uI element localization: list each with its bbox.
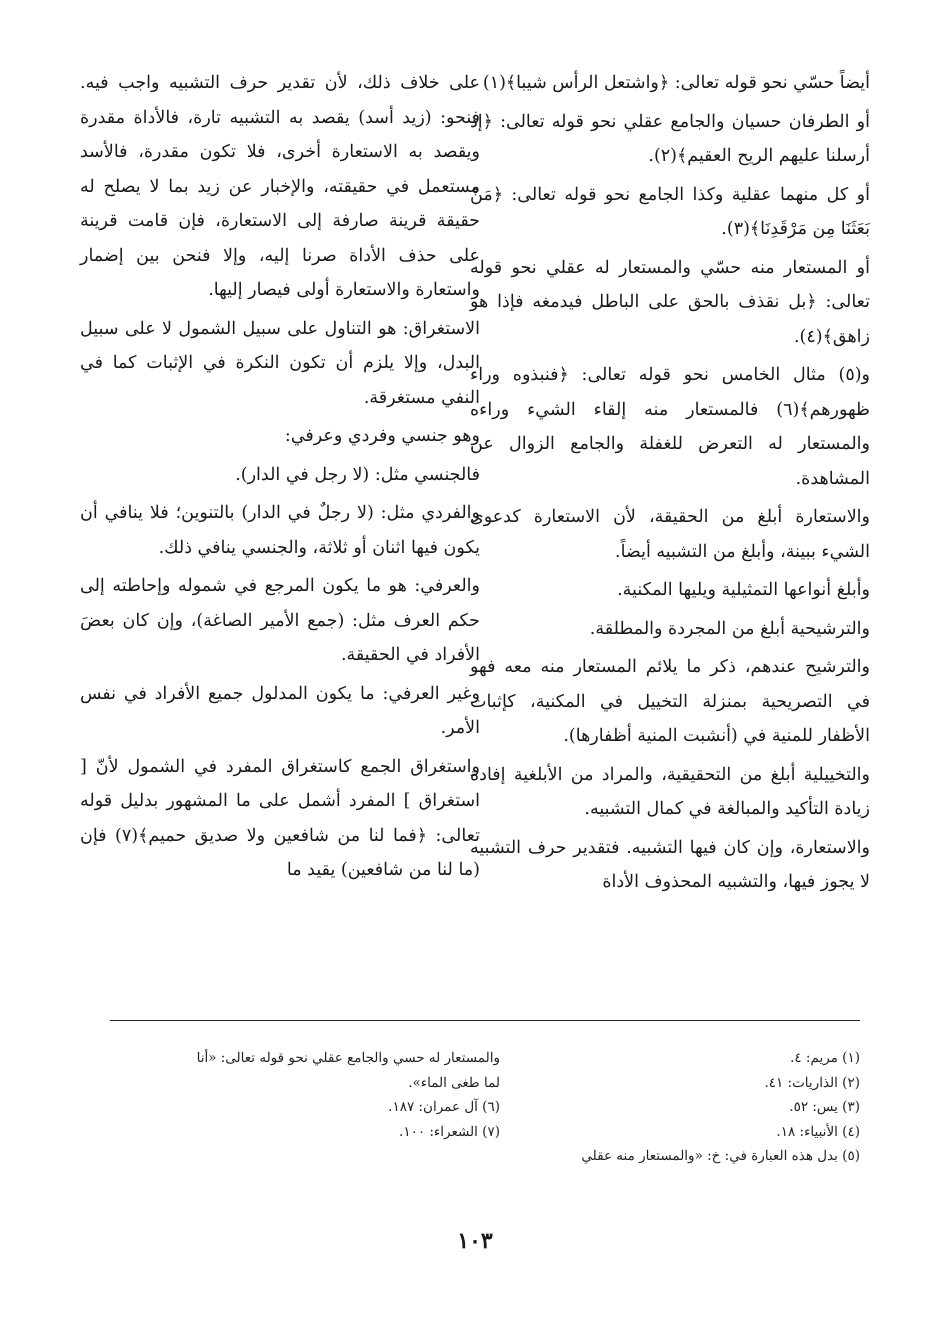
footnote: والمستعار له حسي والجامع عقلي نحو قوله تعالى: «أنا — [196, 1050, 500, 1066]
paragraph: والترشيحية أبلغ من المجردة والمطلقة. — [589, 618, 870, 639]
paragraph: واستغراق الجمع كاستغراق المفرد في الشمول لأنّ [ استغراق ] المفرد أشمل على ما المشهور بدليل قوله تعالى: ﴿فما لنا من شافعين ولا صديق حميم﴾(٧) فإن (ما لنا من شافعين) يقيد ما — [80, 756, 480, 880]
footnote-separator — [110, 1020, 860, 1021]
footnote: (٢) الذاريات: ٤١. — [764, 1074, 860, 1091]
paragraph: على خلاف ذلك، لأن تقدير حرف التشبيه واجب فيه. فنحو: (زيد أسد) يقصد به التشبيه تارة، فالأداة مقدرة ويقصد به الاستعارة أخرى، فلا تكون مقدرة، فالأسد مستعمل في حقيقته، والإخبار عن زيد بما لا يصلح له حقيقة قرينة صارفة إلى الاستعارة، فإن قامت قرينة على حذف الأداة صرنا إليه، وإلا فنحن بين إضمار واستعارة والاستعارة أولى فيصار إليها. — [80, 73, 480, 300]
paragraph: والفردي مثل: (لا رجلٌ في الدار) بالتنوين؛ فلا ينافي أن يكون فيها اثنان أو ثلاثة، والجنسي ينافي ذلك. — [80, 503, 480, 558]
paragraph: أو الطرفان حسيان والجامع عقلي نحو قوله تعالى: ﴿إذ أرسلنا عليهم الريح العقيم﴾(٢). — [470, 111, 870, 166]
paragraph: والتخييلية أبلغ من التحقيقية، والمراد من الأبلغية إفادة زيادة التأكيد والمبالغة في كمال التشبيه. — [470, 764, 870, 819]
paragraph: وأبلغ أنواعها التمثيلية ويليها المكنية. — [617, 580, 870, 600]
footnote: (٣) يس: ٥٢. — [789, 1099, 860, 1115]
page-number: ١٠٣ — [457, 1228, 493, 1254]
paragraph: و(٥) مثال الخامس نحو قوله تعالى: ﴿فنبذوه وراء ظهورهم﴾(٦) فالمستعار منه إلقاء الشيء وراءه والمستعار له التعرض للغفلة والجامع الزوال عن المشاهدة. — [470, 365, 870, 489]
paragraph: والترشيح عندهم، ذكر ما يلائم المستعار منه معه فهو في التصريحية بمنزلة التخييل في المكنية، كإثبات الأظفار للمنية في (أنشبت المنية أظفارها). — [470, 657, 870, 746]
paragraph: والاستعارة، وإن كان فيها التشبيه. فتقدير حرف التشبيه لا يجوز فيها، والتشبيه المحذوف الأداة — [470, 837, 870, 892]
paragraph: وهو جنسي وفردي وعرفي: — [284, 426, 480, 446]
paragraph: أو المستعار منه حسّي والمستعار له عقلي نحو قوله تعالى: ﴿بل نقذف بالحق على الباطل فيدمغه فإذا هو زاهق﴾(٤). — [470, 257, 870, 347]
footnote: (٧) الشعراء: ١٠٠. — [399, 1123, 500, 1140]
left-column — [80, 66, 480, 892]
paragraph: أيضاً حسّي نحو قوله تعالى: ﴿واشتعل الرأس شيبا﴾(١) — [482, 73, 870, 93]
footnote: (١) مريم: ٤. — [790, 1050, 860, 1066]
paragraph: وغير العرفي: ما يكون المدلول جميع الأفراد في نفس الأمر. — [80, 683, 480, 738]
footnotes-left — [120, 1046, 500, 1144]
footnote: (٦) آل عمران: ١٨٧. — [388, 1099, 500, 1115]
footnote: لما طغى الماء». — [408, 1074, 500, 1091]
footnotes-right — [520, 1046, 860, 1169]
paragraph: والعرفي: هو ما يكون المرجع في شموله وإحاطته إلى حكم العرف مثل: (جمع الأمير الصاغة)، وإن كان بعضَ الأفراد في الحقيقة. — [80, 576, 480, 665]
paragraph: والاستعارة أبلغ من الحقيقة، لأن الاستعارة كدعوى الشيء ببينة، وأبلغ من التشبيه أيضاً. — [470, 507, 870, 562]
right-column — [470, 66, 870, 904]
footnote: (٤) الأنبياء: ١٨. — [776, 1123, 860, 1140]
paragraph: فالجنسي مثل: (لا رجل في الدار). — [235, 464, 480, 485]
footnote: (٥) بدل هذه العبارة في: خ: «والمستعار منه عقلي — [581, 1148, 860, 1164]
paragraph: أو كل منهما عقلية وكذا الجامع نحو قوله تعالى: ﴿مَنْ بَعَثَنَا مِن مَرْقَدِنَا﴾(٣). — [470, 184, 870, 239]
paragraph: الاستغراق: هو التناول على سبيل الشمول لا على سبيل البدل، وإلا يلزم أن تكون النكرة في الإثبات كما في النفي مستغرقة. — [80, 318, 480, 408]
